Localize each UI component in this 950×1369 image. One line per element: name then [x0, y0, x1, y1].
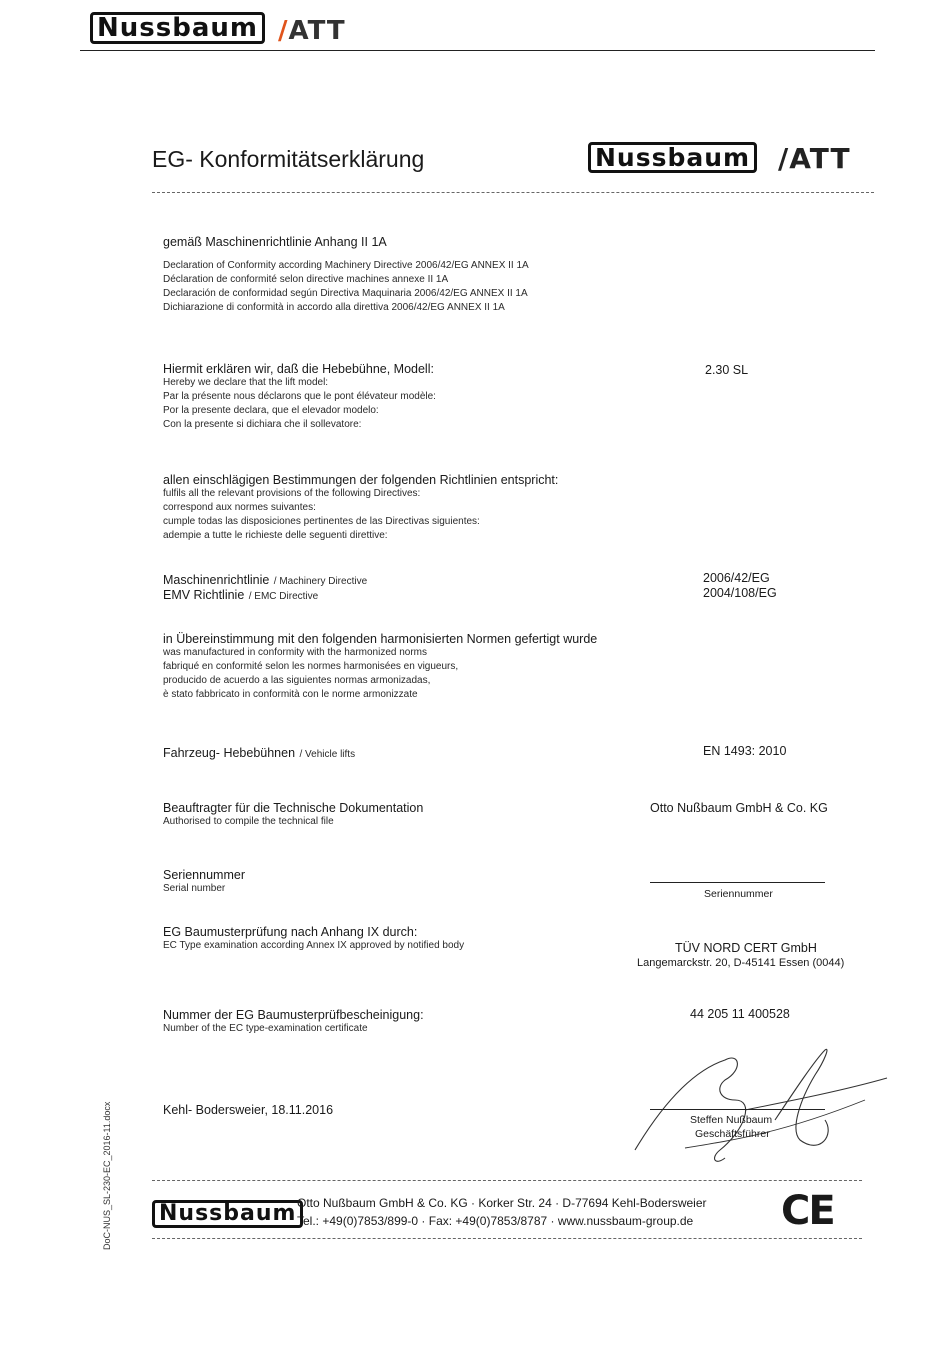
intro-fr: Déclaration de conformité selon directive machines annexe II 1A	[163, 274, 449, 285]
certificate-en: Number of the EC type-examination certificate	[163, 1023, 368, 1034]
footer-rule-top	[152, 1180, 862, 1181]
att-logo-text: ATT	[789, 142, 851, 175]
directive-value-emc: 2004/108/EG	[703, 586, 777, 600]
side-doc-id: DoC-NUS_SL-230-EC_2016-11.docx	[102, 1101, 112, 1250]
nussbaum-logo-footer	[152, 1200, 303, 1228]
type-exam-en: EC Type examination according Annex IX approved by notified body	[163, 940, 465, 951]
vehicle-lifts-de: Fahrzeug- Hebebühnen	[163, 746, 296, 760]
header-rule	[80, 50, 875, 51]
signature-line	[650, 1109, 825, 1110]
footer-rule-bottom	[152, 1238, 862, 1239]
provisions-de: allen einschlägigen Bestimmungen der folgenden Richtlinien entspricht:	[163, 473, 559, 487]
nussbaum-logo-text: Nussbaum	[90, 12, 265, 44]
footer-contact: Tel.: +49(0)7853/899-0 · Fax: +49(0)7853/8787 · www.nussbaum-group.de	[297, 1214, 694, 1228]
model-fr: Par la présente nous déclarons que le pont élévateur modèle:	[163, 391, 436, 402]
intro-it: Dichiarazione di conformità in accordo alla direttiva 2006/42/EG ANNEX II 1A	[163, 302, 505, 313]
certificate-block	[163, 1008, 424, 1036]
serial-en: Serial number	[163, 883, 226, 894]
vehicle-lifts-en: / Vehicle lifts	[299, 749, 356, 760]
provisions-fr: correspond aux normes suivantes:	[163, 502, 316, 513]
tech-doc-value: Otto Nußbaum GmbH & Co. KG	[650, 801, 828, 815]
title-rule	[152, 192, 874, 193]
type-exam-block	[163, 925, 464, 953]
intro-block	[163, 235, 529, 315]
certificate-value: 44 205 11 400528	[690, 1007, 790, 1021]
att-logo-title: /ATT	[778, 142, 851, 175]
intro-de: gemäß Maschinenrichtlinie Anhang II 1A	[163, 235, 387, 249]
ce-mark-icon: CE	[781, 1188, 834, 1234]
signature-scribble	[625, 1040, 895, 1170]
directive-de: Maschinenrichtlinie	[163, 573, 270, 587]
footer-address: Otto Nußbaum GmbH & Co. KG · Korker Str. 24 · D-77694 Kehl-Bodersweier	[297, 1196, 707, 1210]
tech-doc-de: Beauftragter für die Technische Dokumentation	[163, 801, 424, 815]
serial-line	[650, 882, 825, 883]
vehicle-lifts-value: EN 1493: 2010	[703, 744, 787, 758]
model-en: Hereby we declare that the lift model:	[163, 377, 329, 388]
tech-doc-en: Authorised to compile the technical file	[163, 816, 334, 827]
provisions-es: cumple todas las disposiciones pertinentes de las Directivas siguientes:	[163, 516, 480, 527]
nussbaum-logo-top	[90, 12, 265, 44]
provisions-it: adempie a tutte le richieste delle seguenti direttive:	[163, 530, 388, 541]
model-es: Por la presente declara, que el elevador modelo:	[163, 405, 379, 416]
model-block	[163, 362, 436, 432]
model-value: 2.30 SL	[705, 363, 749, 377]
model-de: Hiermit erklären wir, daß die Hebebühne, Modell:	[163, 362, 434, 376]
vehicle-lifts-row	[163, 744, 355, 762]
nussbaum-logo-text: Nussbaum	[152, 1200, 303, 1228]
norms-de: in Übereinstimmung mit den folgenden harmonisierten Normen gefertigt wurde	[163, 632, 598, 646]
signatory-role: Geschäftsführer	[695, 1128, 770, 1140]
directive-de: EMV Richtlinie	[163, 588, 245, 602]
norms-fr: fabriqué en conformité selon les normes harmonisées en vigueurs,	[163, 661, 459, 672]
norms-en: was manufactured in conformity with the harmonized norms	[163, 647, 428, 658]
provisions-block	[163, 473, 558, 543]
type-exam-de: EG Baumusterprüfung nach Anhang IX durch:	[163, 925, 418, 939]
certificate-de: Nummer der EG Baumusterprüfbescheinigung:	[163, 1008, 424, 1022]
nussbaum-logo-text: Nussbaum	[588, 142, 757, 173]
norms-block	[163, 632, 597, 702]
intro-es: Declaración de conformidad según Directiva Maquinaria 2006/42/EG ANNEX II 1A	[163, 288, 528, 299]
norms-es: producido de acuerdo a las siguientes normas armonizadas,	[163, 675, 431, 686]
norms-it: è stato fabbricato in conformità con le norme armonizzate	[163, 689, 418, 700]
type-exam-body-address: Langemarckstr. 20, D-45141 Essen (0044)	[637, 957, 845, 969]
tech-doc-block	[163, 801, 423, 829]
serial-line-label: Seriennummer	[704, 888, 773, 900]
provisions-en: fulfils all the relevant provisions of the following Directives:	[163, 488, 421, 499]
type-exam-body-name: TÜV NORD CERT GmbH	[675, 941, 817, 955]
directive-row-emc	[163, 586, 318, 604]
att-logo-top: /ATT	[278, 16, 346, 46]
serial-de: Seriennummer	[163, 868, 245, 882]
model-it: Con la presente si dichiara che il sollevatore:	[163, 419, 362, 430]
directive-en: / EMC Directive	[248, 591, 319, 602]
directive-en: / Machinery Directive	[273, 576, 368, 587]
signatory-name: Steffen Nußbaum	[690, 1114, 773, 1126]
intro-en: Declaration of Conformity according Machinery Directive 2006/42/EG ANNEX II 1A	[163, 260, 529, 271]
nussbaum-logo-title	[588, 142, 757, 173]
place-date: Kehl- Bodersweier, 18.11.2016	[163, 1103, 334, 1117]
att-logo-text: ATT	[288, 16, 346, 46]
directive-value-machinery: 2006/42/EG	[703, 571, 770, 585]
page-title: EG- Konformitätserklärung	[152, 146, 425, 172]
serial-block	[163, 868, 245, 896]
